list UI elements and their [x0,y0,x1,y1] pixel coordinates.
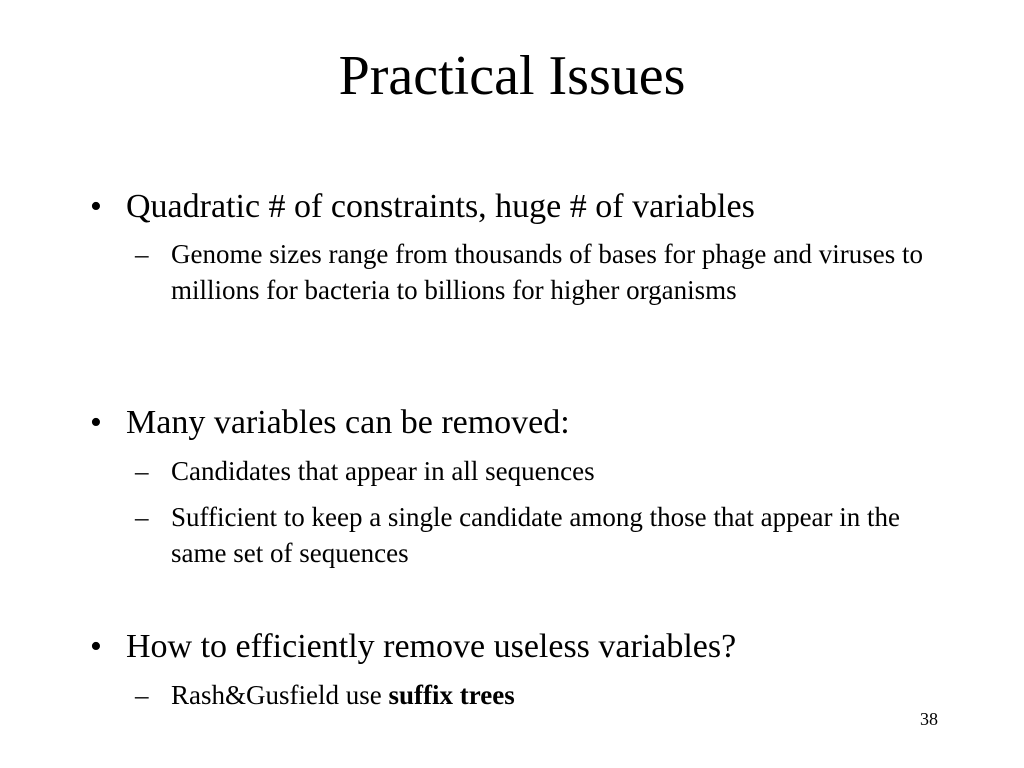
bullet-marker: • [90,188,102,225]
bullet-marker: • [90,404,102,441]
bullet-text: Many variables can be removed: [126,404,570,441]
bullet-text: Quadratic # of constraints, huge # of variables [126,188,755,225]
dash-marker: – [135,680,149,710]
sub-bullet-text [171,677,941,713]
bullet-marker: • [90,628,102,665]
sub-bullet-text: Candidates that appear in all sequences [171,456,595,486]
bullet-text: How to efficiently remove useless variables? [126,628,737,665]
sub-bullet-bold-text: suffix trees [388,680,515,710]
sub-bullet-plain-text: Rash&Gusfield use [171,680,389,710]
slide-title: Practical Issues [338,45,686,107]
page-number: 38 [920,709,938,729]
dash-marker: – [135,502,149,532]
dash-marker: – [135,239,149,269]
dash-marker: – [135,456,149,486]
sub-bullet-text: Genome sizes range from thousands of bases for phage and viruses to millions for bacteria to billions for higher organisms [171,239,924,305]
sub-bullet-text: Sufficient to keep a single candidate among those that appear in the same set of sequences [171,502,901,568]
